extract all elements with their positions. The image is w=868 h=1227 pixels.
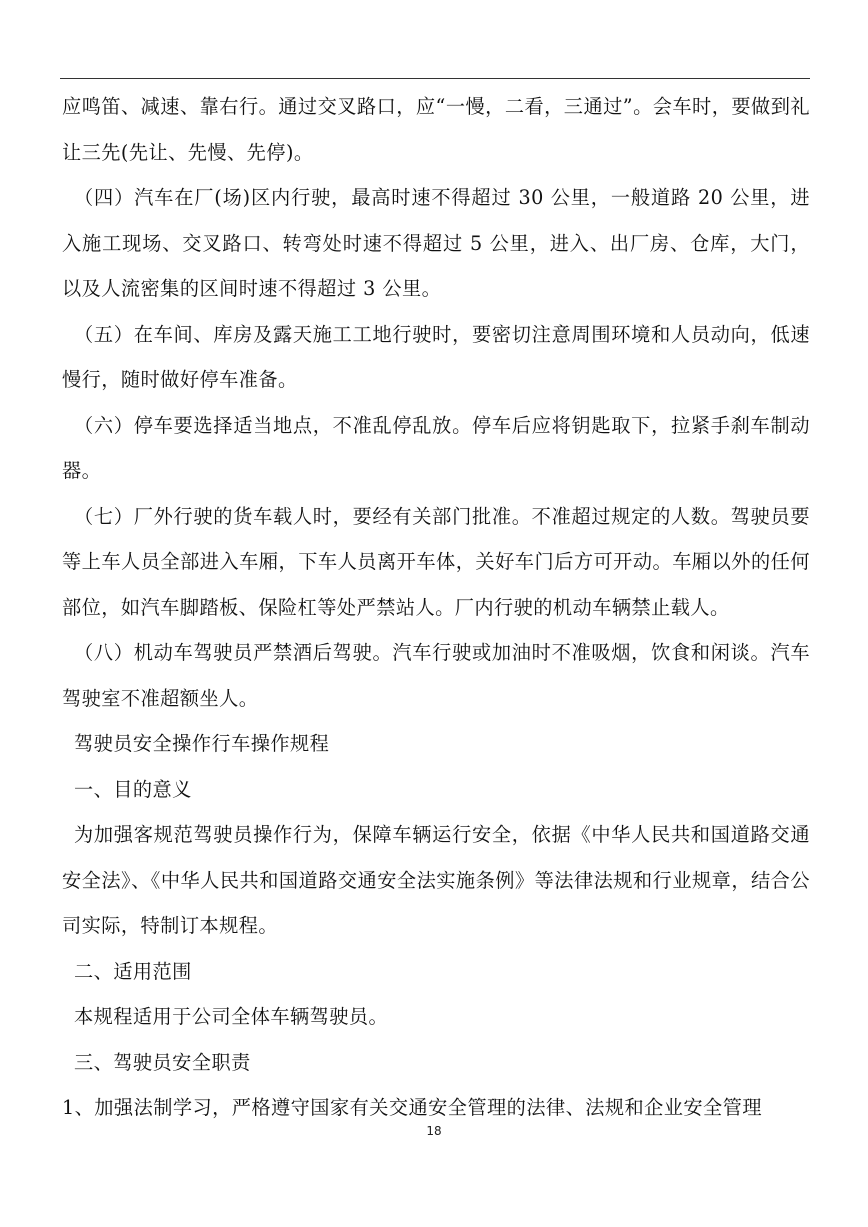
paragraph-item-6: （六）停车要选择适当地点，不准乱停乱放。停车后应将钥匙取下，拉紧手刹车制动器。 (62, 413, 810, 482)
paragraph-item-4: （四）汽车在厂(场)区内行驶，最高时速不得超过 30 公里，一般道路 20 公里，进入施工现场、交叉路口、转弯处时速不得超过 5 公里，进入、出厂房、仓库，大门，以及人流密集的区间时速不得超过 3 公里。 (62, 186, 810, 300)
page-number: 18 (426, 1124, 442, 1138)
header-rule (60, 78, 810, 79)
section-text-scope: 本规程适用于公司全体车辆驾驶员。 (74, 1005, 389, 1028)
paragraph-item-5: （五）在车间、库房及露天施工工地行驶时，要密切注意周围环境和人员动向，低速慢行，随时做好停车准备。 (62, 322, 810, 391)
document-body (62, 84, 810, 1131)
paragraph-item-8: （八）机动车驾驶员严禁酒后驾驶。汽车行驶或加油时不准吸烟，饮食和闲谈。汽车驾驶室不准超额坐人。 (62, 641, 810, 710)
paragraph-continuation: 应鸣笛、减速、靠右行。通过交叉路口，应“一慢，二看，三通过”。会车时，要做到礼让三先(先让、先慢、先停)。 (62, 95, 810, 164)
section-heading-purpose: 一、目的意义 (74, 777, 192, 801)
section-heading-scope: 二、适用范围 (74, 959, 192, 983)
section-text-purpose: 为加强客规范驾驶员操作行为，保障车辆运行安全，依据《中华人民共和国道路交通安全法》、《中华人民共和国道路交通安全法实施条例》等法律法规和行业规章，结合公司实际，特制订本规程。 (62, 823, 810, 937)
document-title: 驾驶员安全操作行车操作规程 (74, 732, 330, 755)
paragraph-item-7: （七）厂外行驶的货车载人时，要经有关部门批准。不准超过规定的人数。驾驶员要等上车人员全部进入车厢，下车人员离开车体，关好车门后方可开动。车厢以外的任何部位，如汽车脚踏板、保险杠等处严禁站人。厂内行驶的机动车辆禁止载人。 (62, 504, 810, 619)
section-heading-duties: 三、驾驶员安全职责 (74, 1050, 251, 1074)
section-text-duties: 1、加强法制学习，严格遵守国家有关交通安全管理的法律、法规和企业安全管理 (62, 1096, 762, 1119)
